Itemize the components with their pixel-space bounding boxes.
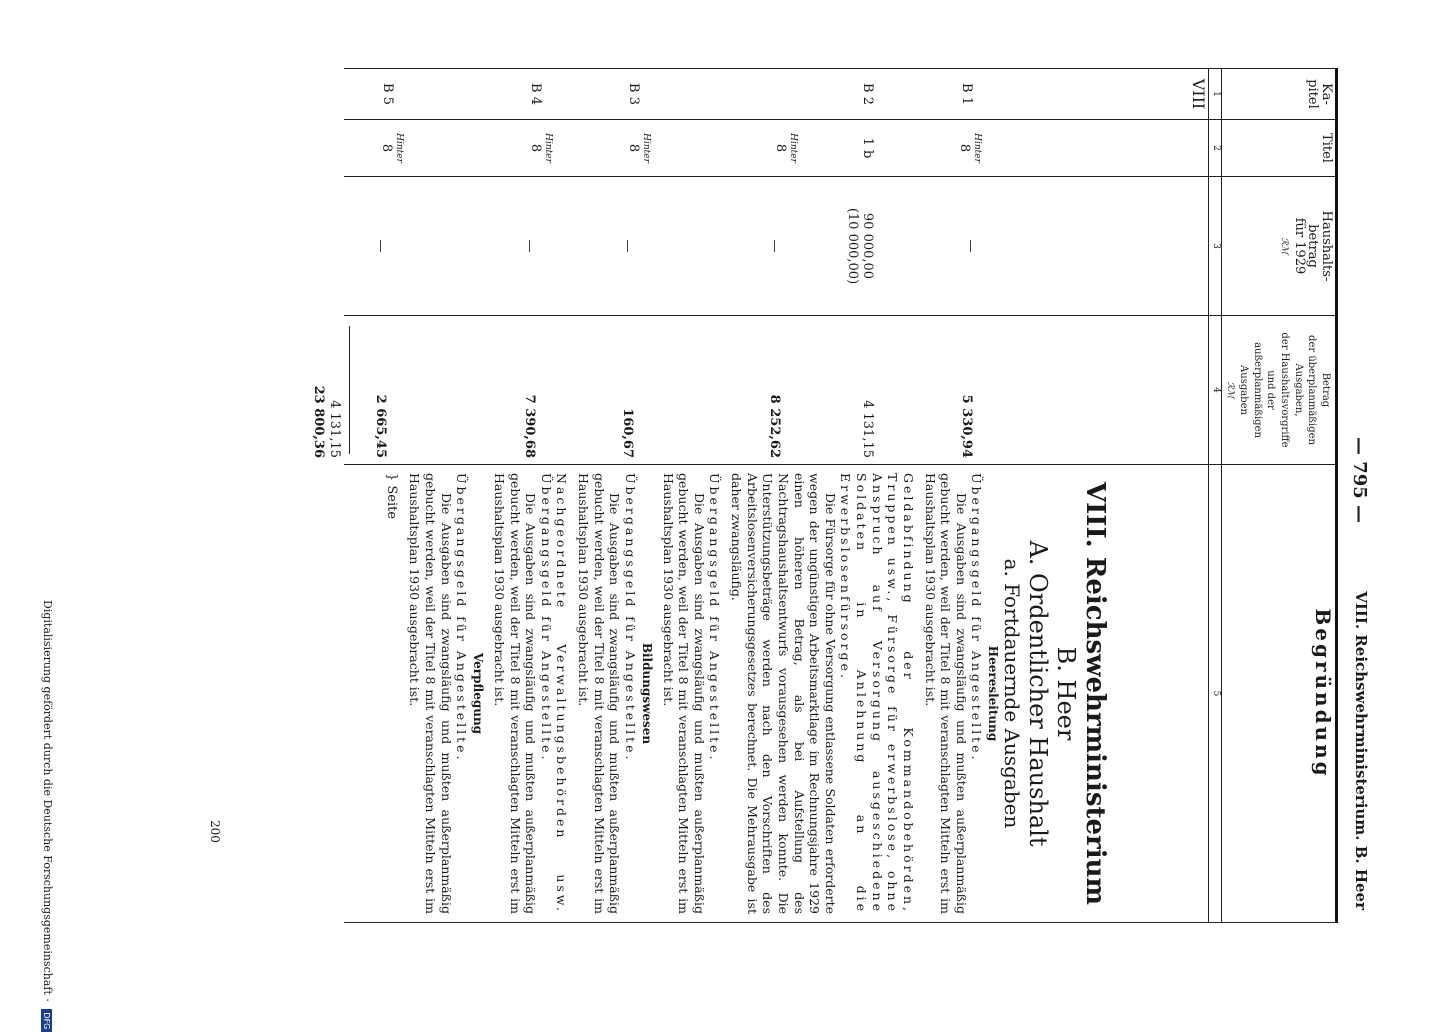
entry-5-text: Die Ausgaben sind zwangsläufig und mußten außerplanmäßig gebucht werden, weil der Titel 8 mit veranschlagten Mitteln erst im Haushaltsplan 1930 ausgebracht ist. (491, 473, 539, 914)
kapitel-b1: B 1 (959, 83, 975, 105)
table-body-row (344, 69, 1209, 923)
entry-1-title: Übergangsgeld für Angestellte. (969, 473, 985, 763)
heading-section: B. Heer (1052, 646, 1081, 741)
titel-prefix-4: Hinter (641, 133, 652, 163)
haushalt-row-5: — (522, 239, 538, 253)
entry-6-title: Übergangsgeld für Angestellte. (454, 473, 470, 763)
haushalt-row-1: — (963, 239, 979, 253)
entry-3-title: Übergangsgeld für Angestellte. (707, 473, 723, 763)
heading-bildungswesen: Bildungswesen (639, 642, 654, 745)
heading-heeresleitung: Heeresleitung (986, 645, 1001, 742)
entry-4-text: Die Ausgaben sind zwangsläufig und mußten außerplanmäßig gebucht werden, weil der Titel 8 mit veranschlagten Mitteln erst im Haushaltsplan 1930 ausgebracht ist. (576, 473, 623, 914)
col-num-4: 4 (1209, 316, 1221, 465)
betrag-row-1: 5 330,94 (959, 394, 975, 458)
totals-label-text: Seite (383, 485, 399, 520)
titel-prefix-5: Hinter (543, 133, 554, 163)
page-footer-number: 200 (208, 820, 222, 843)
betrag-row-5: 7 390,68 (522, 394, 538, 458)
heading-budget: A. Ordentlicher Haushalt (1024, 540, 1053, 847)
dfg-logo: DFG (41, 1009, 52, 1032)
titel-value-5: 8 (528, 143, 544, 153)
column-header-row (1221, 69, 1336, 923)
entry-6 (407, 473, 470, 914)
col-kapitel-label: Ka- pitel (1305, 79, 1334, 109)
subtotal-value: 4 131,15 (327, 400, 343, 458)
col-haushalt-header (1221, 177, 1336, 316)
col-num-5: 5 (1209, 465, 1221, 923)
kapitel-b5: B 5 (380, 83, 396, 105)
entry-4-title: Übergangsgeld für Angestellte. (622, 473, 638, 763)
begruendung-content (384, 473, 1209, 914)
entry-6-text: Die Ausgaben sind zwangsläufig und mußten außerplanmäßig gebucht werden, weil der Titel 8 mit veranschlagten Mitteln erst im Haushaltsplan 1930 ausgebracht ist. (407, 473, 454, 914)
entry-1 (922, 473, 985, 914)
titel-row-3 (773, 120, 798, 176)
titel-value-1: 8 (957, 143, 973, 153)
entry-5-title: Nachgeordnete Verwaltungsbehörden usw. Übergangsgeld für Angestellte. (538, 473, 570, 914)
titel-row-5 (528, 120, 553, 176)
entry-5 (491, 473, 569, 914)
kapitel-b2: B 2 (860, 83, 876, 105)
col-betrag-header (1221, 316, 1336, 465)
betrag-row-4: 160,67 (620, 408, 636, 458)
entry-3 (660, 473, 723, 914)
total-value: 23 800,36 (311, 385, 327, 458)
totals-label: } Seite (383, 473, 399, 520)
haushaltsbetrag-column (344, 177, 1209, 316)
titel-value-4: 8 (626, 143, 642, 153)
entry-3-text: Die Ausgaben sind zwangsläufig und mußten außerplanmäßig gebucht werden, weil der Titel 8 mit veranschlagten Mitteln erst im Haushaltsplan 1930 ausgebracht ist. (660, 473, 707, 914)
titel-row-2: 1 b (860, 137, 876, 159)
entry-2-text: Die Fürsorge für ohne Versorgung entlassene Soldaten erforderte wegen der ungünstigen Arbeitsmarktlage im Rechnungsjahre 1929 einen höheren Betrag, als bei Aufstellung des Nachtragshaushaltsentwurfs vorausgesehen werden konnte. Die Unterstützungsbeträge werden nach den Vorschriften des Arbeitslosenversicherungsgesetzes berechnet. Die Mehrausgabe ist daher zwangsläufig. (729, 473, 838, 914)
col-num-2: 2 (1209, 120, 1221, 177)
budget-table (311, 68, 1338, 923)
entry-4 (575, 473, 638, 914)
col-titel-header (1221, 120, 1336, 177)
titel-row-1 (957, 120, 982, 176)
col-haushalt-label: Haushalts- betrag für 1929 (1291, 210, 1334, 282)
betrag-row-6: 2 665,45 (373, 394, 389, 458)
col-num-3: 3 (1209, 177, 1221, 316)
col-betrag-unit: ℛℳ (1224, 381, 1235, 399)
titel-row-4 (626, 120, 651, 176)
haushalt-row-2 (845, 177, 875, 315)
col-betrag-label: Betrag der überplanmäßigen Ausgaben, der Haushaltsvorgriffe und der außerplanmäßigen Ausgaben (1238, 332, 1331, 448)
haushalt-row-3: — (767, 239, 783, 253)
titel-prefix-6: Hinter (394, 133, 405, 163)
col-begruendung-header (1221, 465, 1336, 923)
betrag-row-2: 4 131,15 (860, 400, 876, 458)
col-titel-label: Titel (1319, 133, 1334, 163)
col-num-1: 1 (1209, 69, 1221, 120)
kapitel-b4: B 4 (528, 83, 544, 105)
entry-1-text: Die Ausgaben sind zwangsläufig und mußten außerplanmäßig gebucht werden, weil der Titel 8 mit veranschlagten Mitteln erst im Haushaltsplan 1930 ausgebracht ist. (922, 473, 969, 914)
entry-2 (728, 473, 916, 914)
titel-value-3: 8 (773, 143, 789, 153)
running-title: VIII. Reichswehrministerium. B. Heer (1352, 591, 1370, 910)
kapitel-column (344, 69, 1209, 120)
digitization-note: Digitalisierung gefördert durch die Deutsche Forschungsgemeinschaft · DFG (41, 600, 54, 1032)
haushalt-sub-2: (10 000,00) (845, 207, 861, 285)
haushalt-value-2: 90 000,00 (860, 212, 876, 280)
kapitel-b3: B 3 (626, 83, 642, 105)
begruendung-column (344, 465, 1209, 923)
entry-2-title: Geldabfindung der Kommandobehörden, Truppen usw., Fürsorge für erwerbslose, ohne Anspruch auf Versorgung ausgeschiedene Soldaten in Anlehnung an die Erwerbslosenfürsorge. (838, 473, 916, 914)
betrag-row-3: 8 252,62 (767, 394, 783, 458)
column-number-row (1209, 69, 1221, 923)
heading-ministry: VIII. Reichswehrministerium (1080, 481, 1111, 906)
page-number-header: — 795 — (1349, 436, 1370, 524)
subtotal-divider (349, 326, 350, 454)
col-kapitel-header (1221, 69, 1336, 120)
digitization-note-text: Digitalisierung gefördert durch die Deutsche Forschungsgemeinschaft (41, 600, 54, 995)
betrag-column (311, 316, 1209, 465)
haushalt-row-6: — (373, 239, 389, 253)
heading-sub: a. Fortdauernde Ausgaben (1000, 558, 1025, 829)
titel-prefix-1: Hinter (972, 133, 983, 163)
titel-column (344, 120, 1209, 177)
titel-row-6 (379, 120, 404, 176)
col-begruendung-label: Begründung (1311, 608, 1335, 779)
col-haushalt-unit: ℛℳ (1279, 237, 1290, 255)
titel-value-6: 8 (379, 143, 395, 153)
titel-prefix-3: Hinter (788, 133, 799, 163)
heading-verpflegung: Verpflegung (471, 652, 486, 735)
kapitel-viii: VIII (1189, 78, 1209, 110)
haushalt-row-4: — (620, 239, 636, 253)
